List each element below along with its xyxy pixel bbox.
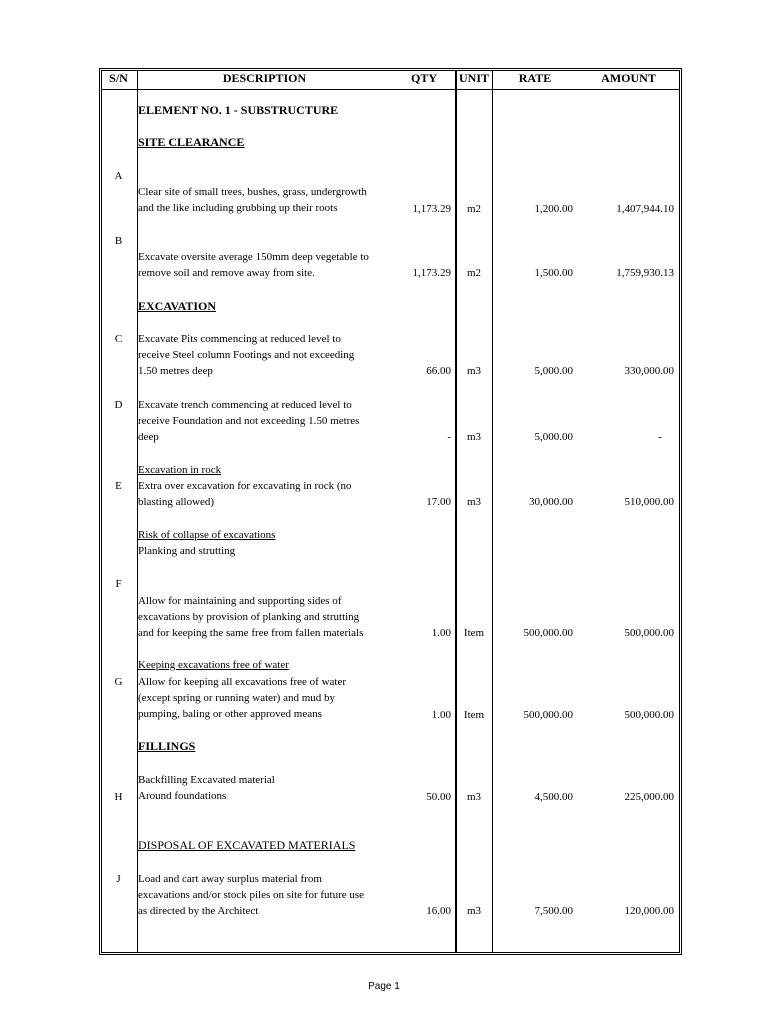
item-sn: D bbox=[114, 399, 123, 411]
item-unit: Item bbox=[463, 709, 485, 721]
item-description: Excavate trench commencing at reduced level to receive Foundation and not exceeding 1.50 metres deep bbox=[138, 399, 360, 443]
header-amount: AMOUNT bbox=[601, 71, 656, 85]
item-amount: 225,000.00 bbox=[624, 791, 674, 803]
item-rate: 500,000.00 bbox=[523, 709, 573, 721]
item-rate: 30,000.00 bbox=[529, 496, 573, 508]
item-rate: 500,000.00 bbox=[523, 627, 573, 639]
item-rate: 7,500.00 bbox=[534, 905, 573, 917]
subhead: Planking and strutting bbox=[138, 545, 236, 557]
item-amount: - bbox=[658, 431, 662, 443]
section-heading: EXCAVATION bbox=[138, 299, 217, 313]
item-qty: 50.00 bbox=[426, 791, 451, 803]
header-divider bbox=[102, 89, 679, 90]
item-description: Excavate oversite average 150mm deep vegetable to remove soil and remove away from site. bbox=[138, 251, 369, 279]
item-description: Backfilling Excavated material Around foundations bbox=[138, 774, 275, 802]
item-unit: m3 bbox=[466, 365, 482, 377]
item-rate: 5,000.00 bbox=[534, 365, 573, 377]
item-qty: 1,173.29 bbox=[412, 203, 451, 215]
item-unit: m3 bbox=[466, 791, 482, 803]
item-description: Load and cart away surplus material from excavations and/or stock piles on site for future use as directed by the Architect bbox=[138, 873, 365, 917]
item-unit: Item bbox=[463, 627, 485, 639]
item-unit: m2 bbox=[466, 267, 482, 279]
subhead: Risk of collapse of excavations bbox=[138, 529, 276, 541]
item-sn: G bbox=[114, 676, 123, 688]
item-rate: 1,500.00 bbox=[534, 267, 573, 279]
item-unit: m3 bbox=[466, 496, 482, 508]
item-sn: A bbox=[114, 170, 123, 182]
item-unit: m3 bbox=[466, 905, 482, 917]
item-description: Extra over excavation for excavating in rock (no blasting allowed) bbox=[138, 480, 352, 508]
item-sn: J bbox=[116, 873, 121, 885]
item-rate: 4,500.00 bbox=[534, 791, 573, 803]
section-heading: DISPOSAL OF EXCAVATED MATERIALS bbox=[138, 838, 356, 852]
header-unit: UNIT bbox=[458, 71, 489, 85]
item-sn: E bbox=[115, 480, 122, 492]
subhead: Keeping excavations free of water bbox=[138, 659, 289, 671]
section-heading: FILLINGS bbox=[138, 739, 196, 753]
subhead: Excavation in rock bbox=[138, 464, 222, 476]
item-amount: 1,407,944.10 bbox=[616, 203, 674, 215]
item-sn: B bbox=[114, 235, 123, 247]
item-rate: 1,200.00 bbox=[534, 203, 573, 215]
item-unit: m3 bbox=[466, 431, 482, 443]
item-description: Allow for keeping all excavations free of water (except spring or running water) and mud by pumping, baling or other approved means bbox=[138, 676, 346, 720]
item-amount: 500,000.00 bbox=[624, 709, 674, 721]
item-amount: 500,000.00 bbox=[624, 627, 674, 639]
item-sn: H bbox=[114, 791, 123, 803]
item-description: Clear site of small trees, bushes, grass, undergrowth and the like including grubbing up their roots bbox=[138, 186, 367, 214]
header-sn: S/N bbox=[109, 71, 128, 85]
section-heading: SITE CLEARANCE bbox=[138, 135, 245, 149]
item-sn: C bbox=[114, 333, 123, 345]
item-sn: F bbox=[115, 578, 122, 590]
item-description: Excavate Pits commencing at reduced level to receive Steel column Footings and not exceeding 1.50 metres deep bbox=[138, 333, 355, 377]
item-amount: 330,000.00 bbox=[624, 365, 674, 377]
item-qty: 1,173.29 bbox=[412, 267, 451, 279]
item-amount: 510,000.00 bbox=[624, 496, 674, 508]
item-qty: 1.00 bbox=[431, 627, 451, 639]
item-amount: 120,000.00 bbox=[624, 905, 674, 917]
header-qty: QTY bbox=[410, 71, 437, 85]
item-qty: 1.00 bbox=[431, 709, 451, 721]
item-amount: 1,759,930.13 bbox=[616, 267, 674, 279]
page-number: Page 1 bbox=[368, 981, 400, 992]
element-title: ELEMENT NO. 1 - SUBSTRUCTURE bbox=[138, 103, 339, 117]
header-rate: RATE bbox=[518, 71, 552, 85]
header-description: DESCRIPTION bbox=[222, 71, 307, 85]
item-qty: 17.00 bbox=[426, 496, 451, 508]
item-qty: - bbox=[447, 431, 451, 443]
item-rate: 5,000.00 bbox=[534, 431, 573, 443]
item-description: Allow for maintaining and supporting sides of excavations by provision of planking and strutting and for keeping the same free from fallen materials bbox=[138, 595, 364, 639]
item-unit: m2 bbox=[466, 203, 482, 215]
item-qty: 66.00 bbox=[426, 365, 451, 377]
item-qty: 16.00 bbox=[426, 905, 451, 917]
